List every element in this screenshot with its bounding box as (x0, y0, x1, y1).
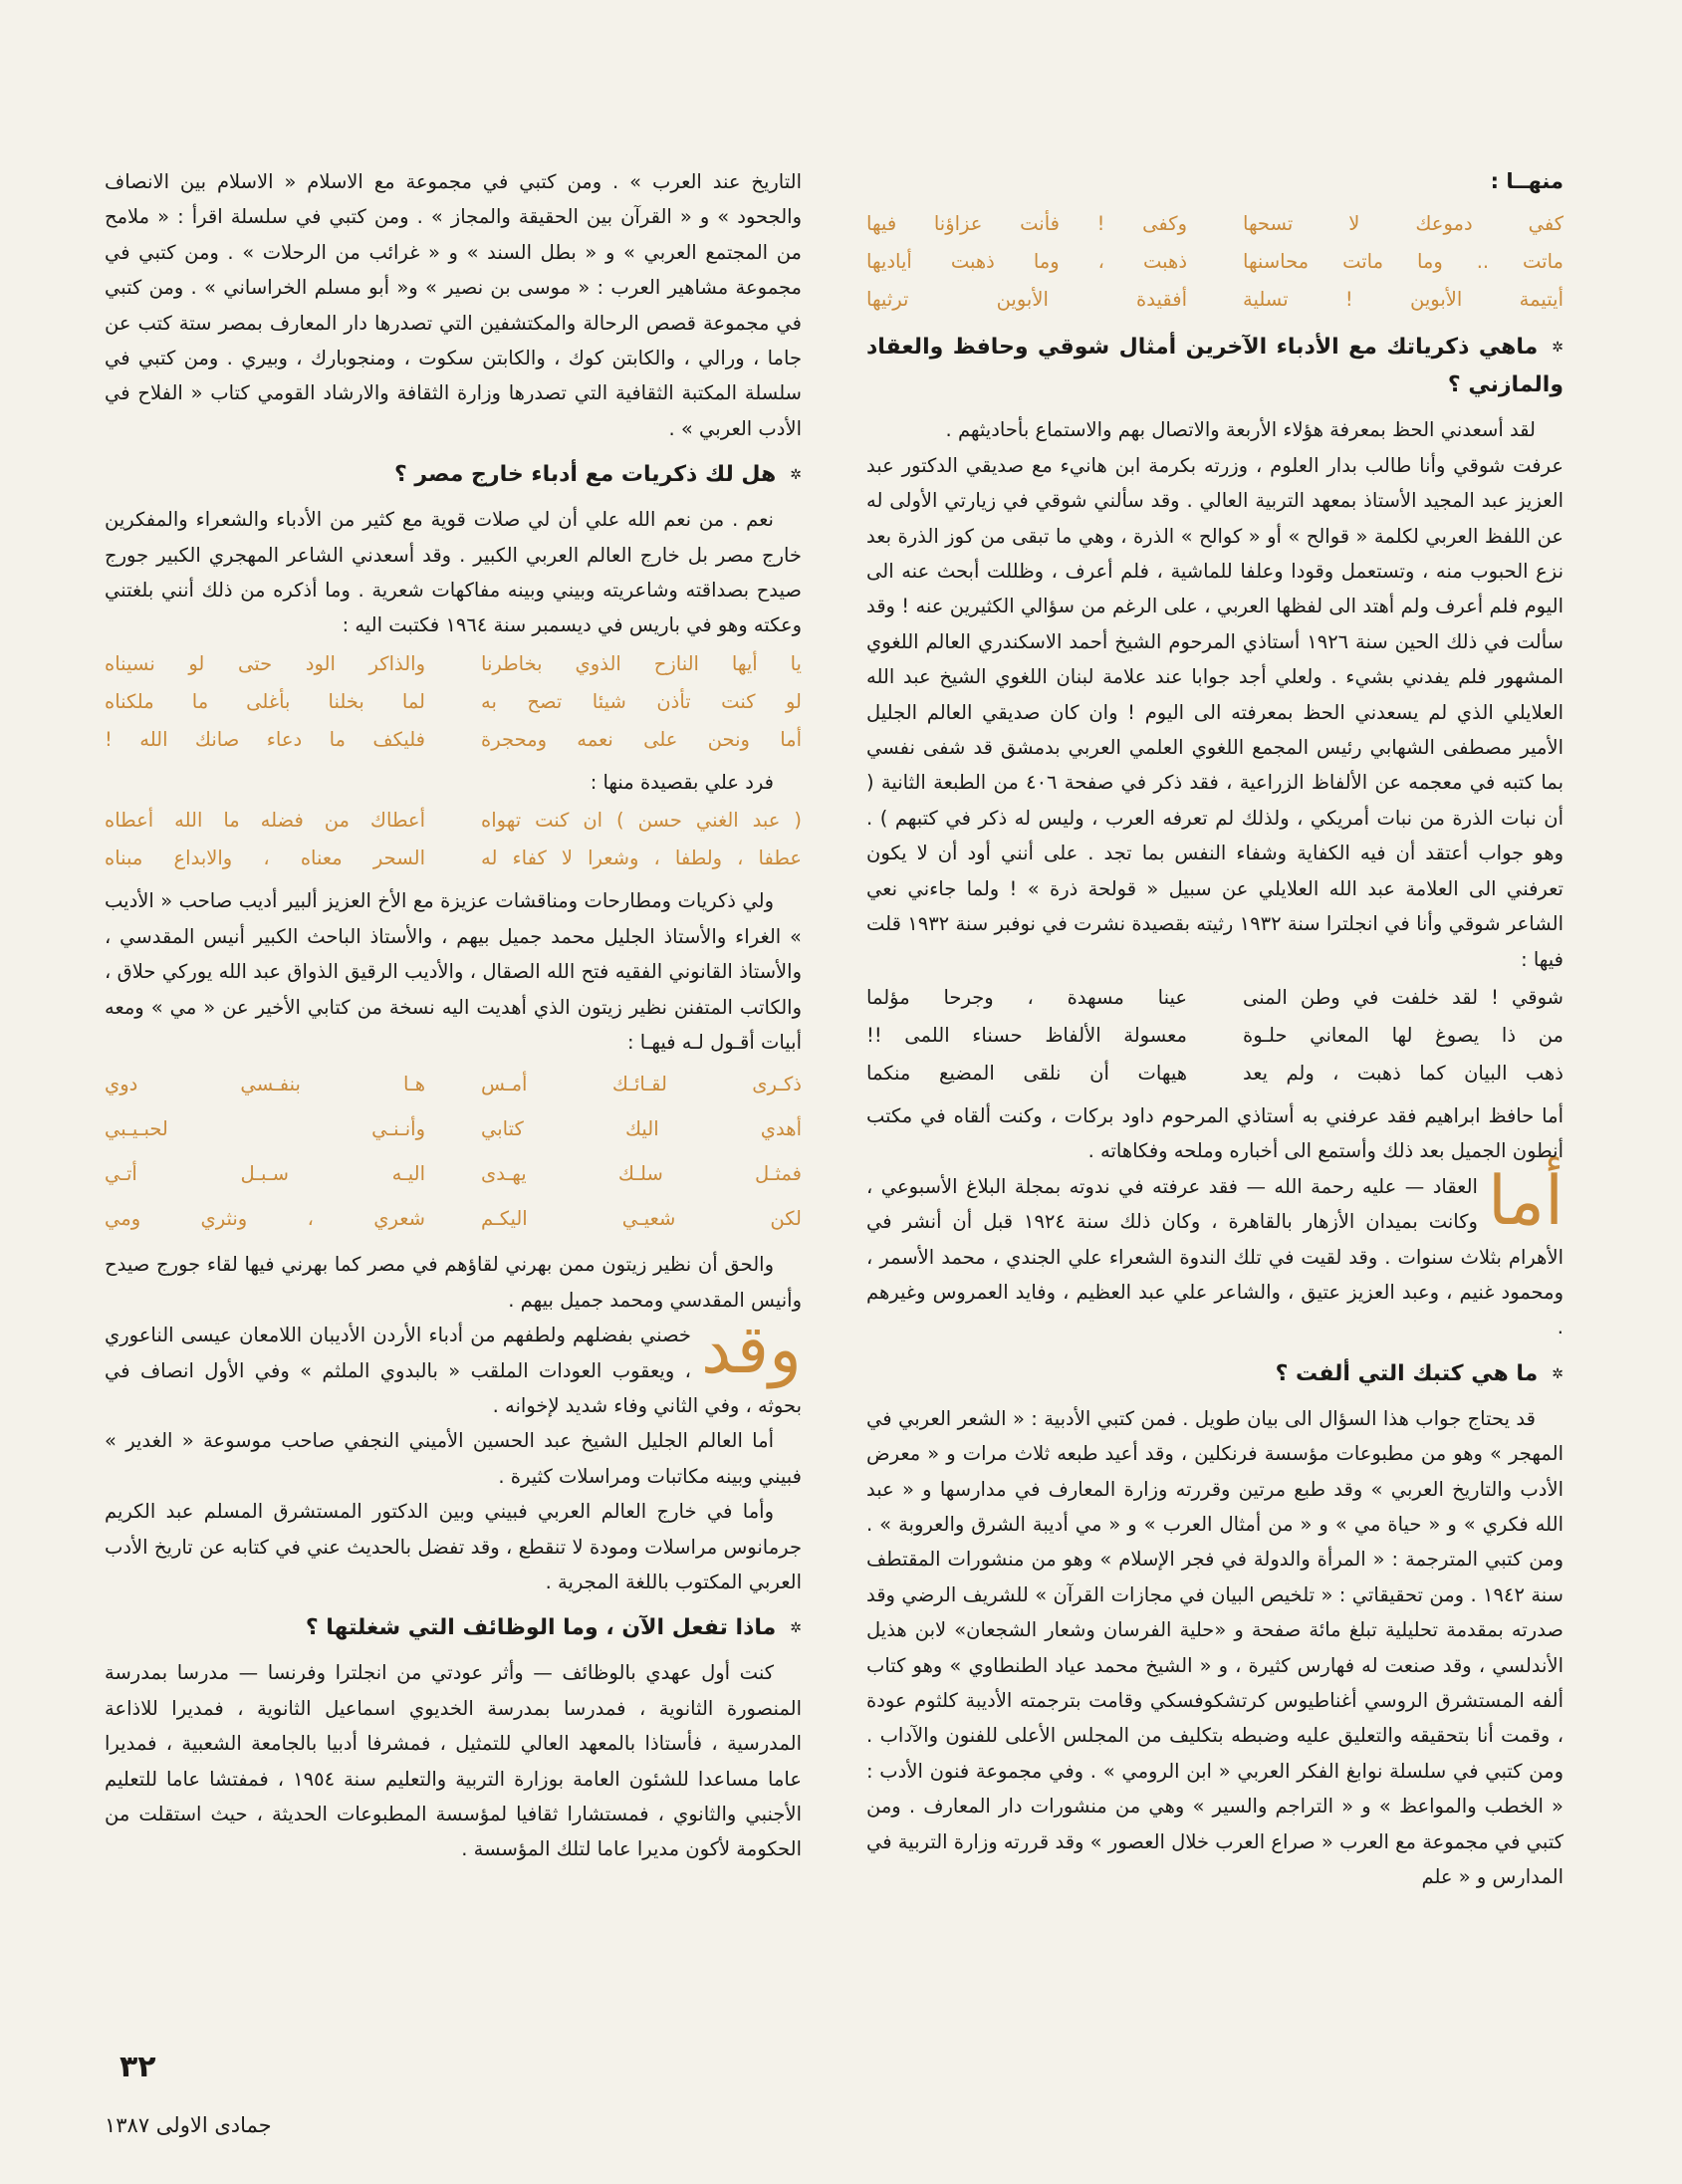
poem-line: أهدي اليك كتابي وأنـنـي لحبـيـبي (105, 1117, 802, 1141)
left-column (105, 164, 802, 1867)
poem-line: شوقي ! لقد خلفت في وطن المنى عينا مسهدة ، وجرحا مؤلما (866, 985, 1563, 1009)
poem-line: لو كنت تأذن شيئا تصح به لما بخلنا بأغلى ما ملكناه (105, 689, 802, 713)
paragraph: كنت أول عهدي بالوظائف — وأثر عودتي من انجلترا وفرنسا — مدرسا بمدرسة المنصورة الثانوية ، فمدرسا بمدرسة الخديوي اسماعيل الثانوية ، فمديرا للاذاعة المدرسية ، فأستاذا بالمعهد العالي للتمثيل ، فمشرفا أدبيا بالجامعة الشعبية ، فمديرا عاما مساعدا للشئون العامة بوزارة التربية والتعليم سنة ١٩٥٤ ، فمفتشا عاما للتعليم الأجنبي والثانوي ، فمستشارا ثقافيا لمؤسسة المطبوعات الحديثة ، حيث استقلت من الحكومة لأكون مديرا عاما لتلك المؤسسة . (105, 1661, 802, 1861)
paragraph: أما العقاد — عليه رحمة الله — فقد عرفته في ندوته بمجلة البلاغ الأسبوعي ، وكانت بميدان الأزهار بالقاهرة ، وكان ذلك سنة ١٩٢٤ قبل أن أنشر في الأهرام بثلاث سنوات . وقد لقيت في تلك الندوة الشعراء علي الجندي ، محمد الأسمر ، ومحمود غنيم ، وعبد العزيز عتيق ، والشاعر علي عبد العظيم ، وفايد العمروس وغيرهم . (866, 1161, 1563, 1339)
poem-line: ( عبد الغني حسن ) ان كنت تهواه أعطاك من فضله ما الله أعطاه (105, 809, 802, 833)
right-column (866, 164, 1563, 1894)
paragraph: قد يحتاج جواب هذا السؤال الى بيان طويل . فمن كتبي الأدبية : « الشعر العربي في المهجر » وهو من مطبوعات مؤسسة فرنكلين ، وقد أعيد طبعه ثلاث مرات و « معرض الأدب والتاريخ العربي » وقد طبع مرتين وقررته وزارة المعارف في مدارسها و « عبد الله فكري » و « حياة مي » و « من أمثال العرب » و « مي أديبة الشرق والعروبة » . ومن كتبي المترجمة : « المرأة والدولة في فجر الإسلام » وهو من منشورات المقتطف سنة ١٩٤٢ . ومن تحقيقاتي : « تلخيص البيان في مجازات القرآن » للشريف الرضي وقد صدرته بمقدمة تحليلية تبلغ مائة صفحة و «حلية الفرسان وشعار الشجعان» لابن هذيل الأندلسي ، وقد صنعت له فهارس كثيرة ، و « الشيخ محمد عياد الطنطاوي » وهو كتاب ألفه المستشرق الروسي أغناطيوس كرتشكوفسكي وقامت بترجمته الأديبة كلثوم عودة ، وقمت أنا بتحقيقه والتعليق عليه وضبطه بتكليف من المجلس الأعلى للفنون والآداب . ومن كتبي في سلسلة نوابغ الفكر العربي « ابن الرومي » . وفي مجموعة فنون الأدب : « الخطب والمواعظ » و « التراجم والسير » وهي من منشورات دار المعارف . ومن كتبي في مجموعة مع العرب « صراع العرب خلال العصور » وقد قررته وزارة التربية في المدارس و « علم (866, 1406, 1563, 1889)
poem-orange-4 (105, 1062, 802, 1241)
poem-line: ذكـرى لقـائـك أمـس هـا بنفـسي دوي (105, 1073, 802, 1096)
paragraph: والحق أن نظير زيتون ممن بهرني لقاؤهم في مصر كما بهرني فيها لقاء جورج صيدح وأنيس المقدسي ومحمد جميل بيهم . (105, 1253, 802, 1312)
poem-line: يا أيها النازح الذوي بخاطرنا والذاكر الود حتى لو نسيناه (105, 651, 802, 675)
poem-line: ذهب البيان كما ذهبت ، ولم يعد هيهات أن نلقى المضيع منكما (866, 1061, 1563, 1085)
question-heading: ✲هل لك ذكريات مع أدباء خارج مصر ؟ (393, 462, 802, 488)
poem-orange-3 (105, 802, 802, 877)
poem-line: لكن شعيـي اليكـم شعري ، ونثري ومي (105, 1207, 802, 1231)
issue-date-footer: جمادى الاولى ١٣٨٧ (105, 2113, 272, 2137)
paragraph: وأما في خارج العالم العربي فبيني وبين الدكتور المستشرق المسلم عبد الكريم جرمانوس مراسلات ومودة لا تنقطع ، وقد تفضل بالحديث عني في كتابه عن تاريخ الأدب العربي المكتوب باللغة المجرية . (105, 1500, 802, 1593)
paragraph: أما حافظ ابراهيم فقد عرفني به أستاذي المرحوم داود بركات ، وكنت ألقاه في مكتب أنطون الجميل بعد ذلك وأستمع الى أخباره وملحه وفكاهاته . (866, 1103, 1563, 1163)
paragraph: فرد علي بقصيدة منها : (590, 770, 774, 794)
poem-line: من ذا يصوغ لها المعاني حلـوة معسولة الألفاظ حسناء اللمى !! (866, 1023, 1563, 1047)
poem-line: أيتيمة الأبوين ! تسلية أفقيدة الأبوين ترثيها (866, 288, 1563, 312)
page-number: ٣٢ (120, 2050, 156, 2084)
bullet-icon: ✲ (790, 467, 802, 484)
poem-elegy (866, 979, 1563, 1092)
paragraph: لقد أسعدني الحظ بمعرفة هؤلاء الأربعة والاتصال بهم والاستماع بأحاديثهم . (945, 418, 1536, 442)
paragraph: ولي ذكريات ومطارحات ومناقشات عزيزة مع الأخ العزيز ألبير أديب صاحب « الأديب » الغراء والأستاذ الجليل محمد جميل بيهم ، والأستاذ الباحث الكبير أنيس المقدسي ، والأستاذ القانوني الفقيه فتح الله الصقال ، والأديب الرقيق الذواق عبد الله يوركي حلاق ، والكاتب المتفنن نظير زيتون الذي أهديت اليه نسخة من كتابي الأخير عن « مي » ومعه أبيات أقـول لـه فيهـا : (105, 889, 802, 1054)
poem-line: فمثـل سلـك يهـدى اليـه سـبـل أتـي (105, 1162, 802, 1186)
bullet-icon: ✲ (1552, 1365, 1563, 1382)
question-heading: ✲ماهي ذكرياتك مع الأدباء الآخرين أمثال شوقي وحافظ والعقاد والمازني ؟ (866, 335, 1563, 398)
poem-line: ماتت .. وما ماتت محاسنها ذهبت ، وما ذهبت أياديها (866, 250, 1563, 274)
paragraph: أما العالم الجليل الشيخ عبد الحسين الأميني النجفي صاحب موسوعة « الغدير » فبيني وبينه مكاتبات ومراسلات كثيرة . (105, 1429, 802, 1488)
poem-line: أما ونحن على نعمه ومحجرة فليكف ما دعاء صانك الله ! (105, 727, 802, 751)
paragraph: وقد خصني بفضلهم ولطفهم من أدباء الأردن الأديبان اللامعان عيسى الناعوري ، ويعقوب العودات الملقب « بالبدوي الملثم » وفي الأول انصاف في بحوثه ، وفي الثاني وفاء شديد لإخوانه . (105, 1311, 802, 1417)
question-heading: ✲ما هي كتبك التي ألفت ؟ (1275, 1360, 1563, 1386)
poem-line: عطفا ، ولطفا ، وشعرا لا كفاء له السحر معناه ، والابداع مبناه (105, 847, 802, 870)
poem-orange-2 (105, 645, 802, 759)
bullet-icon: ✲ (790, 1620, 802, 1637)
poem-line: كفي دموعك لا تسحها وكفى ! فأنت عزاؤنا فيها (866, 212, 1563, 236)
drop-cap: وقد (700, 1311, 802, 1390)
poem-intro-label: منهــا : (1490, 169, 1563, 193)
poem-orange-1 (866, 205, 1563, 319)
drop-cap: أما (1487, 1161, 1563, 1241)
paragraph: نعم . من نعم الله علي أن لي صلات قوية مع كثير من الأدباء والشعراء والمفكرين خارج مصر بل خارج العالم العربي الكبير . وقد أسعدني الشاعر المهجري الكبير جورج صيدح بصداقته وشاعريته وبيني وبينه مفاكهات شعرية . وما أذكره من ذلك أنني بلغتني وعكته وهو في باريس في ديسمبر سنة ١٩٦٤ فكتبت اليه : (105, 508, 802, 637)
question-heading: ✲ماذا تفعل الآن ، وما الوظائف التي شغلتها ؟ (305, 1615, 802, 1641)
paragraph: عرفت شوقي وأنا طالب بدار العلوم ، وزرته بكرمة ابن هانيء مع صديقي الدكتور عبد العزيز عبد المجيد الأستاذ بمعهد التربية العالي . وقد سألني شوقي في زيارتي الأولى له عن اللفظ العربي لكلمة « قوالح » أو « كوالح » الذرة ، وهي ما تبقى من كوز الذرة بعد نزع الحبوب منه ، وتستعمل وقودا وعلفا للماشية ، فلم أعرف ، وظللت أبحث عنه الى اليوم فلم أعرف ولم أهتد الى لفظها العربي ، على الرغم من سؤالي الكثيرين عنه ! وقد سألت في ذلك الحين سنة ١٩٢٦ أستاذي المرحوم الشيخ أحمد الاسكندري العالم اللغوي المشهور فلم يفدني بشيء . ولعلي أجد جوابا عند علامة لبنان اللغوي الشيخ عبد الله العلايلي الذي لم يسعدني الحظ بمعرفته الى اليوم ! وان كان صديقي العالم الجليل الأمير مصطفى الشهابي رئيس المجمع اللغوي العلمي العربي بدمشق قد شفى نفسي بما كتبه في معجمه عن الألفاظ الزراعية ، فقد ذكر في صفحة ٤٠٦ من الطبعة الثانية ( أن نبات الذرة من نبات أمريكي ، ولذلك لم تعرفه العرب ، وليس له ذكر في كتبهم ) . وهو جواب أعتقد أن فيه الكفاية وشفاء النفس بما تجد . على أنني أود أن لا يكون تعرفني الى العلامة عبد الله العلايلي عن سبيل « قولحة ذرة » ! ولما جاءني نعي الشاعر شوقي وأنا في انجلترا سنة ١٩٣٢ رثيته بقصيدة نشرت في نوفبر سنة ١٩٣٢ قلت فيها : (866, 453, 1564, 971)
bullet-icon: ✲ (1552, 340, 1563, 357)
paragraph: التاريخ عند العرب » . ومن كتبي في مجموعة مع الاسلام « الاسلام بين الانصاف والجحود » و « القرآن بين الحقيقة والمجاز » . ومن كتبي في سلسلة اقرأ : « ملامح من المجتمع العربي » و « بطل السند » و « غرائب من الرحلات » . ومن كتبي في مجموعة مشاهير العرب : « موسى بن نصير » و« أبو مسلم الخراساني » . ومن كتبي في مجموعة قصص الرحالة والمكتشفين التي تصدرها دار المعارف بمصر ستة كتب عن جاما ، ورالي ، والكابتن كوك ، والكابتن سكوت ، ومنجوبارك ، وبيري . ومن كتبي في سلسلة المكتبة الثقافية التي تصدرها وزارة الثقافة والارشاد القومي كتاب « الفلاح في الأدب العربي » . (105, 170, 802, 440)
